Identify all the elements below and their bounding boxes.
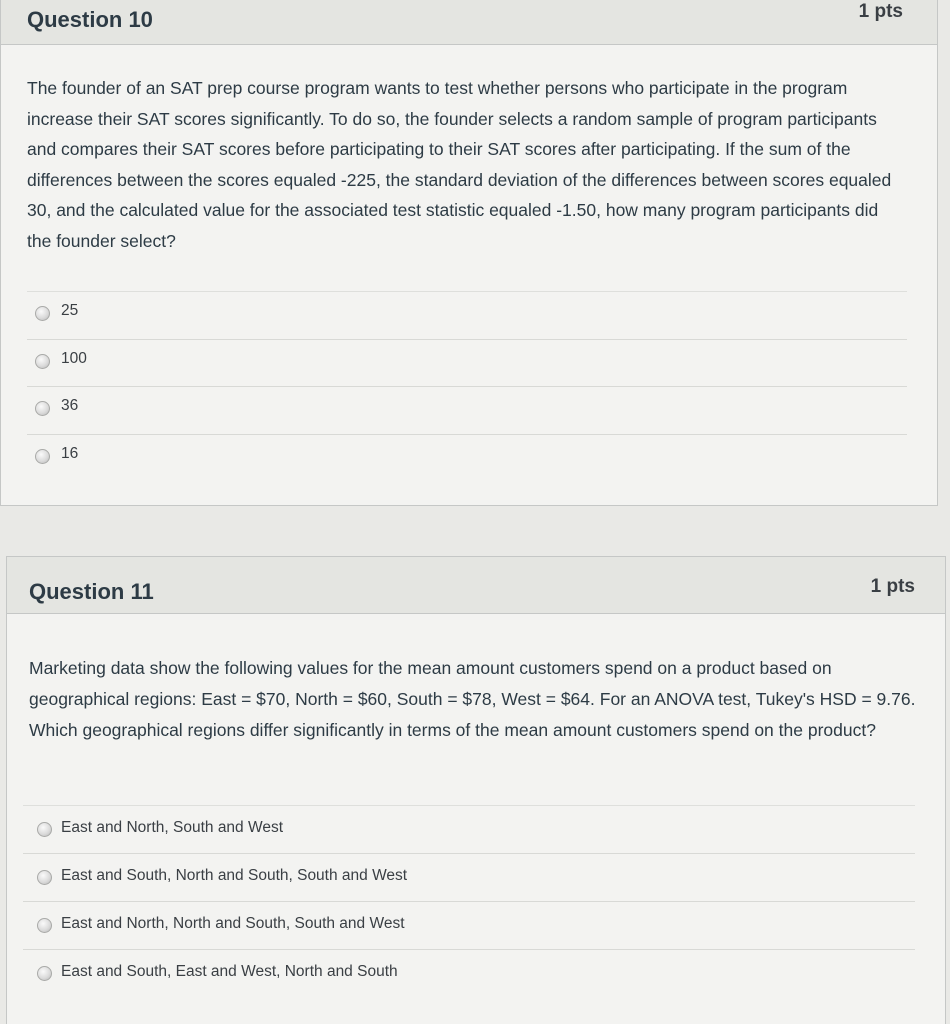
answer-label[interactable]: East and South, East and West, North and South (61, 963, 398, 980)
answer-label[interactable]: East and North, North and South, South and West (61, 915, 405, 932)
radio-button[interactable] (35, 449, 50, 464)
answer-list (1, 291, 937, 481)
answer-label[interactable]: 16 (61, 444, 79, 462)
question-title: Question 11 (29, 579, 154, 604)
radio-button[interactable] (35, 401, 50, 416)
radio-button[interactable] (35, 306, 50, 321)
question-10-card (0, 0, 938, 506)
question-text: Marketing data show the following values for the mean amount customers spend on a product based on geographical regions: East = $70, North = $60, South = $78, West = $64. For an ANOVA test, Tukey's HSD = 9.76. Which geographical regions differ significantly in terms of the mean amount customers spend on the product? (29, 658, 916, 740)
question-title: Question 10 (27, 7, 153, 32)
answer-option[interactable] (27, 339, 907, 387)
answer-option[interactable] (23, 853, 915, 901)
answer-label[interactable]: 36 (61, 397, 79, 414)
question-text: The founder of an SAT prep course program wants to test whether persons who participate in the program increase their SAT scores significantly. To do so, the founder selects a random sample of program participants and compares their SAT scores before participating to their SAT scores after participating. If the sum of the differences between the scores equaled -225, the standard deviation of the differences between scores equaled 30, and the calculated value for the associated test statistic equaled -1.50, how many program participants did the founder select? (27, 78, 892, 251)
question-points: 1 pts (858, 1, 903, 22)
answer-option[interactable] (27, 386, 907, 434)
answer-option[interactable] (27, 434, 907, 482)
answer-label[interactable]: East and South, North and South, South and West (61, 867, 408, 884)
answer-option[interactable] (23, 949, 915, 997)
radio-button[interactable] (37, 870, 52, 885)
answer-label[interactable]: 100 (61, 349, 87, 367)
question-header (7, 557, 945, 614)
answer-option[interactable] (23, 901, 915, 949)
radio-button[interactable] (35, 354, 50, 369)
answer-label[interactable]: East and North, South and West (61, 819, 284, 836)
answer-list (7, 805, 945, 997)
question-11-card (6, 556, 946, 1024)
question-header (1, 0, 937, 45)
radio-button[interactable] (37, 966, 52, 981)
question-points: 1 pts (870, 576, 915, 597)
answer-option[interactable] (23, 805, 915, 853)
answer-option[interactable] (27, 291, 907, 339)
answer-label[interactable]: 25 (61, 302, 79, 319)
radio-button[interactable] (37, 918, 52, 933)
radio-button[interactable] (37, 822, 52, 837)
